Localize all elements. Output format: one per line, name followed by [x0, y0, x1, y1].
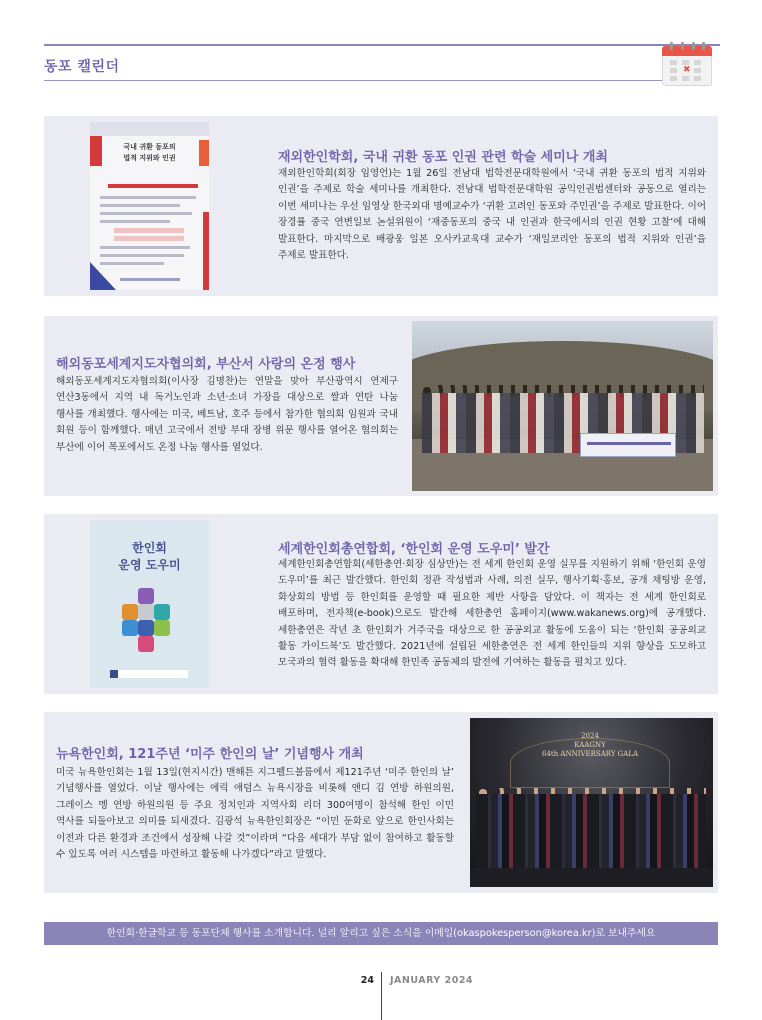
charity-event-photo [412, 321, 713, 491]
issue-month: JANUARY 2024 [390, 975, 474, 986]
article-body: 재외한인학회(회장 임영언)는 1월 26일 전남대 법학전문대학원에서 ‘국내 귀환 동포의 법적 지위와 인권’을 주제로 학술 세미나를 개최한다. 전남대 법학전문대학원 공익인권법센터와 공동으로 열리는 이번 세미나는 우선 임영상 한국외대 명예교수가 ‘귀환 고려인 동포와 주민권’을 주제로 발표한다. 이어 장경률 중국 연변일보 논설위원이 ‘재중동포의 중국 내 인권과 한국에서의 인권 현황 고찰’에 대해 발표한다. 마지막으로 배광웅 일본 오사카교육대 교수가 ‘재일코리안 동포의 법적 지위와 인권’을 주제로 발표한다. [278, 168, 706, 262]
article-card [44, 316, 718, 496]
calendar-icon: ✖ [662, 40, 712, 86]
gala-photo [470, 718, 713, 887]
page-divider [381, 972, 382, 1020]
article-body: 해외동포세계지도자협의회(이사장 김명찬)는 연말을 맞아 부산광역시 연제구 연산3동에서 지역 내 독거노인과 소년·소녀 가장을 대상으로 쌀과 연탄 나눔 행사를 개최했다. 행사에는 미국, 베트남, 호주 등에서 참가한 협의회 임원과 국내 회원 등이 함께했다. 매년 고국에서 전방 부대 장병 위문 행사를 열어온 협의회는 부산에 이어 목포에서도 온정 나눔 행사를 열었다. [56, 376, 398, 453]
article-body: 미국 뉴욕한인회는 1월 13일(현지시간) 맨해튼 지그펠드볼룸에서 제121주년 ‘미주 한인의 날’ 기념행사를 열었다. 이날 행사에는 에릭 애덤스 뉴욕시장을 비롯해 앤디 김 연방 하원의원, 그레이스 멩 연방 하원의원 등 주요 정치인과 지역사회 리더 300여명이 참석해 한인 이민 역사를 되돌아보고 의미를 되새겼다. 김광석 뉴욕한인회장은 “이민 둔화로 앞으로 한인사회는 이전과 다른 환경과 조건에서 성장해 나갈 것”이라며 “다음 세대가 부담 없이 참여하고 활동할 수 있도록 여러 시스템을 마련하고 활동해 나가겠다”라고 말했다. [56, 767, 454, 861]
header-rule [44, 80, 664, 81]
gala-banner-text: 2024 KAAGNY 64th ANNIVERSARY GALA [541, 732, 639, 758]
page-number: 24 [360, 975, 374, 986]
article-title: 세계한인회총연합회, ‘한인회 운영 도우미’ 발간 [278, 542, 550, 557]
section-title: 동포 캘린더 [44, 59, 120, 75]
guidebook-title: 한인회 운영 도우미 [118, 541, 181, 572]
guidebook-cover-image [90, 520, 209, 688]
submission-notice-bar: 한인회·한글학교 등 동포단체 행사를 소개합니다. 널리 알리고 싶은 소식을 이메일(okaspokesperson@korea.kr)로 보내주세요 [44, 922, 718, 945]
article-card [44, 514, 718, 694]
article-card [44, 116, 718, 296]
seminar-poster-image [90, 122, 209, 290]
article-title: 뉴욕한인회, 121주년 ‘미주 한인의 날’ 기념행사 개최 [56, 747, 364, 762]
article-body: 세계한인회총연합회(세한총연·회장 심상만)는 전 세계 한인회 운영 실무를 지원하기 위해 ‘한인회 운영 도우미’를 최근 발간했다. 한인회 정관 작성법과 사례, 의전 실무, 행사기획·홍보, 공개 채팅방 운영, 화상회의 방법 등 한인회를 운영할 때 필요한 제반 사항을 담았다. 이 책자는 전 세계 한인회로 배포하며, 전자책(e-book)으로도 발간해 세한총연 홈페이지(www.wakanews.org)에 공개했다. 세한총연은 작년 초 한인회가 거주국을 대상으로 한 공공외교 활동에 도움이 되는 ‘한인회 공공외교 활동 가이드북’도 발간했다. 2021년에 설립된 세한총연은 전 세계 한인들의 지위 향상을 도모하고 모국과의 협력 활동을 확대해 한민족 공동체의 발전에 기여하는 활동을 펼치고 있다. [278, 559, 706, 669]
article-title: 해외동포세계지도자협의회, 부산서 사랑의 온정 행사 [56, 357, 356, 372]
article-title: 재외한인학회, 국내 귀환 동포 인권 관련 학술 세미나 개최 [278, 150, 608, 165]
article-card [44, 712, 718, 893]
top-rule [44, 44, 720, 46]
poster-title: 국내 귀환 동포의 법적 지위와 인권 [123, 143, 176, 162]
